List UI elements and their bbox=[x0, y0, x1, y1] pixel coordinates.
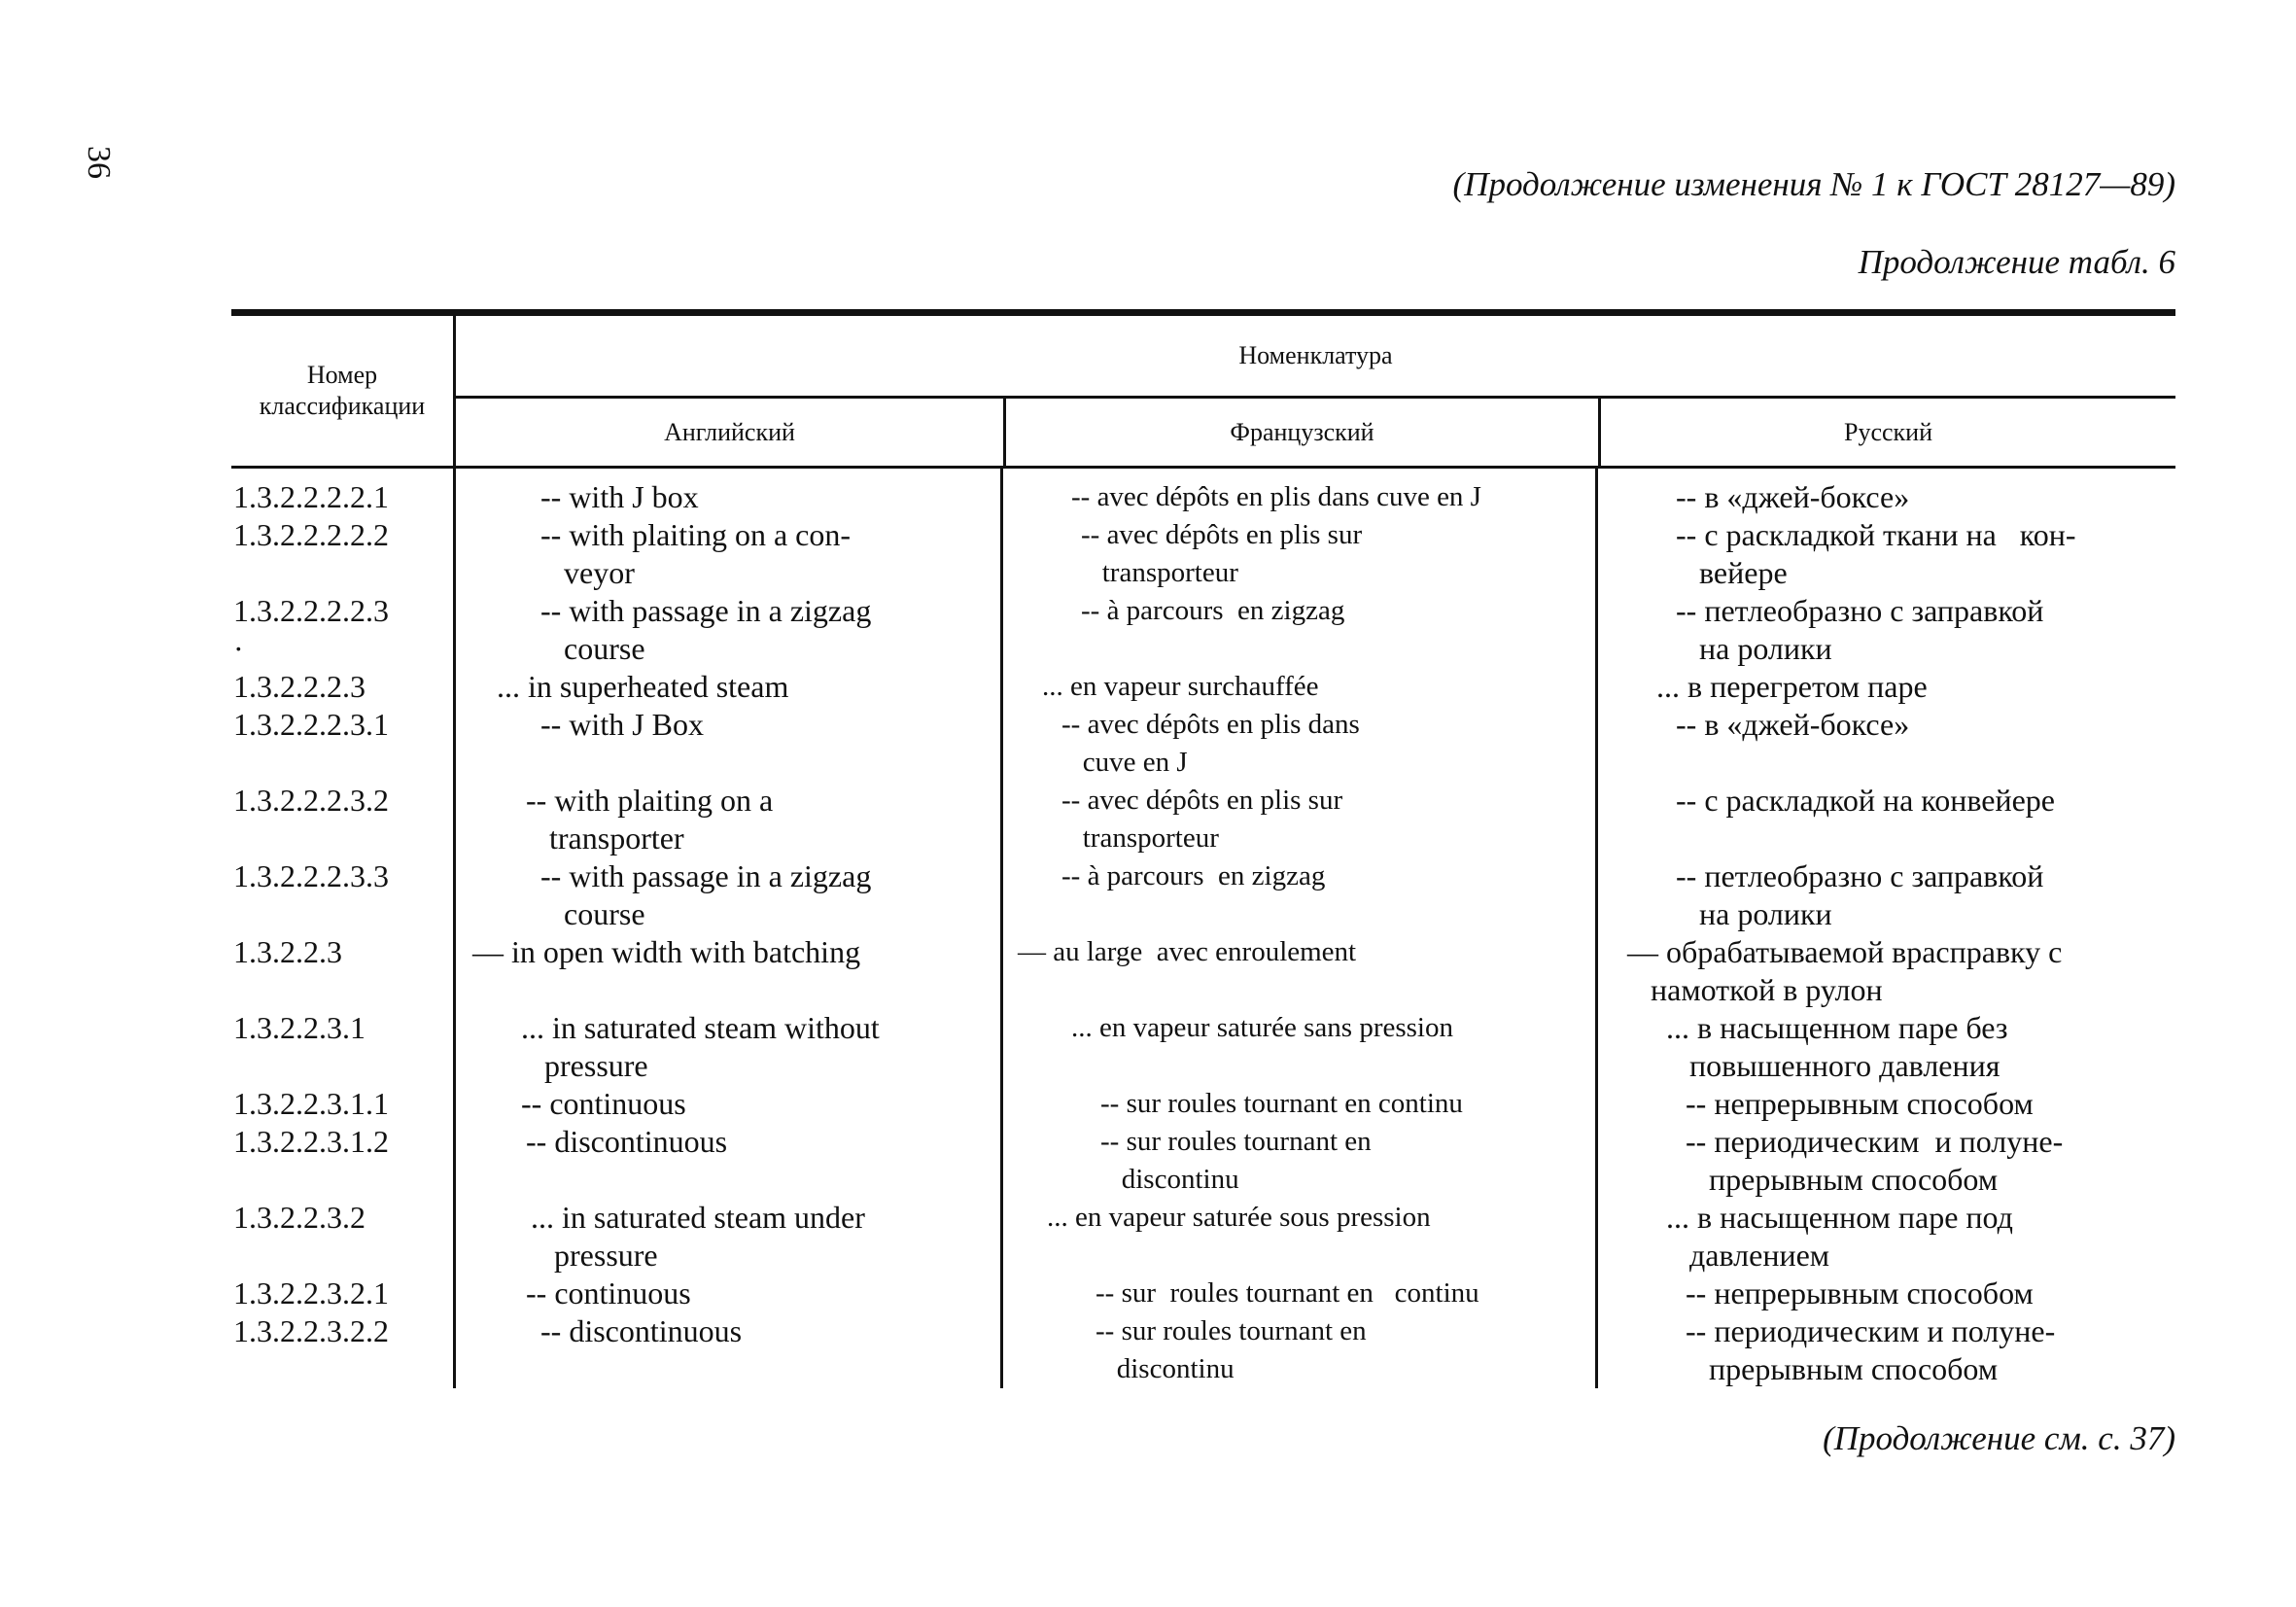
french-term-cell: -- avec dépôts en plis sur transporteur bbox=[1061, 785, 1343, 854]
classification-number-cell: 1.3.2.2.2.3.2 bbox=[233, 783, 389, 818]
russian-term-cell: -- непрерывным способом bbox=[1686, 1275, 2034, 1310]
russian-term-cell: ... в насыщенном паре без повышенного давления bbox=[1666, 1010, 2008, 1083]
french-term-cell: -- sur roules tournant en discontinu bbox=[1096, 1315, 1367, 1384]
classification-number-cell: 1.3.2.2.3.1 bbox=[233, 1010, 365, 1045]
english-term-cell: ... in saturated steam under pressure bbox=[531, 1200, 865, 1273]
classification-number-cell: 1.3.2.2.3.2.1 bbox=[233, 1275, 389, 1310]
table-row bbox=[231, 933, 2175, 1009]
french-term-cell: — au large avec enroulement bbox=[1018, 936, 1357, 967]
french-term-cell: -- sur roules tournant en discontinu bbox=[1100, 1126, 1372, 1195]
table-row bbox=[231, 516, 2175, 592]
classification-number-cell: 1.3.2.2.3 bbox=[233, 934, 342, 969]
russian-term-cell: -- с раскладкой ткани на кон- вейере bbox=[1676, 517, 2076, 590]
russian-term-cell: — обрабатываемой врасправку с намоткой в рулон bbox=[1627, 934, 2063, 1007]
classification-number-cell: 1.3.2.2.3.2.2 bbox=[233, 1313, 389, 1348]
english-term-cell: -- discontinuous bbox=[526, 1124, 728, 1159]
classification-number-cell: 1.3.2.2.2.2.1 bbox=[233, 479, 389, 514]
header-english: Английский bbox=[453, 399, 1003, 466]
french-term-cell: -- avec dépôts en plis dans cuve en J bbox=[1061, 709, 1360, 778]
table-header bbox=[231, 316, 2175, 469]
english-term-cell: — in open width with batching bbox=[472, 934, 861, 969]
table-row bbox=[231, 857, 2175, 933]
table-row bbox=[231, 1123, 2175, 1199]
english-term-cell: ... in saturated steam without pressure bbox=[521, 1010, 880, 1083]
english-term-cell: -- continuous bbox=[521, 1086, 686, 1121]
column-divider bbox=[453, 469, 456, 1388]
continuation-footer: (Продолжение см. с. 37) bbox=[1823, 1419, 2175, 1457]
french-term-cell: ... en vapeur surchauffée bbox=[1042, 671, 1319, 702]
russian-term-cell: -- в «джей-боксе» bbox=[1676, 479, 1910, 514]
english-term-cell: -- discontinuous bbox=[540, 1313, 743, 1348]
classification-number-cell: 1.3.2.2.2.3 bbox=[233, 669, 365, 704]
english-term-cell: ... in superheated steam bbox=[497, 669, 789, 704]
table-row bbox=[231, 1199, 2175, 1275]
continuation-header: (Продолжение изменения № 1 к ГОСТ 28127—89) bbox=[1452, 165, 2175, 203]
russian-term-cell: -- периодическим и полуне- прерывным способом bbox=[1686, 1313, 2056, 1386]
column-divider bbox=[1595, 469, 1598, 1388]
page-number: 36 bbox=[81, 146, 117, 179]
french-term-cell: -- avec dépôts en plis dans cuve en J bbox=[1071, 481, 1481, 512]
english-term-cell: -- with J Box bbox=[540, 707, 704, 742]
french-term-cell: -- avec dépôts en plis sur transporteur bbox=[1081, 519, 1363, 588]
table-row bbox=[231, 1312, 2175, 1388]
table-row bbox=[231, 592, 2175, 668]
russian-term-cell: -- петлеобразно с заправкой на ролики bbox=[1676, 858, 2044, 931]
russian-term-cell: -- в «джей-боксе» bbox=[1676, 707, 1910, 742]
table-continuation-label: Продолжение табл. 6 bbox=[1858, 243, 2175, 281]
russian-term-cell: -- петлеобразно с заправкой на ролики bbox=[1676, 593, 2044, 666]
french-term-cell: -- sur roules tournant en continu bbox=[1096, 1277, 1479, 1309]
header-french: Французский bbox=[1003, 399, 1598, 466]
column-divider bbox=[1000, 469, 1003, 1388]
table-row bbox=[231, 1085, 2175, 1123]
russian-term-cell: ... в насыщенном паре под давлением bbox=[1666, 1200, 2013, 1273]
russian-term-cell: -- периодическим и полуне- прерывным способом bbox=[1686, 1124, 2064, 1197]
french-term-cell: -- à parcours en zigzag bbox=[1061, 860, 1326, 891]
classification-number-cell: 1.3.2.2.2.2.3 · bbox=[233, 593, 389, 666]
english-term-cell: -- continuous bbox=[526, 1275, 691, 1310]
french-term-cell: -- à parcours en zigzag bbox=[1081, 595, 1345, 626]
french-term-cell: -- sur roules tournant en continu bbox=[1100, 1088, 1463, 1119]
classification-number-cell: 1.3.2.2.3.1.1 bbox=[233, 1086, 389, 1121]
table-row bbox=[231, 1275, 2175, 1312]
table-row bbox=[231, 782, 2175, 857]
classification-table bbox=[231, 309, 2175, 1388]
english-term-cell: -- with passage in a zigzag course bbox=[540, 858, 872, 931]
table-top-rule bbox=[231, 309, 2175, 316]
classification-number-cell: 1.3.2.2.2.2.2 bbox=[233, 517, 389, 552]
table-row bbox=[231, 478, 2175, 516]
classification-number-cell: 1.3.2.2.2.3.1 bbox=[233, 707, 389, 742]
header-russian: Русский bbox=[1598, 399, 2175, 466]
classification-number-cell: 1.3.2.2.2.3.3 bbox=[233, 858, 389, 893]
table-body bbox=[231, 469, 2175, 1388]
french-term-cell: ... en vapeur saturée sous pression bbox=[1047, 1202, 1431, 1233]
english-term-cell: -- with J box bbox=[540, 479, 699, 514]
header-classification-number: Номер классификации bbox=[259, 361, 426, 420]
english-term-cell: -- with plaiting on a transporter bbox=[526, 783, 774, 856]
classification-number-cell: 1.3.2.2.3.1.2 bbox=[233, 1124, 389, 1159]
table-row bbox=[231, 668, 2175, 706]
table-row bbox=[231, 706, 2175, 782]
english-term-cell: -- with plaiting on a con- veyor bbox=[540, 517, 852, 590]
table-row bbox=[231, 1009, 2175, 1085]
classification-number-cell: 1.3.2.2.3.2 bbox=[233, 1200, 365, 1235]
french-term-cell: ... en vapeur saturée sans pression bbox=[1071, 1012, 1453, 1043]
russian-term-cell: -- непрерывным способом bbox=[1686, 1086, 2034, 1121]
russian-term-cell: -- с раскладкой на конвейере bbox=[1676, 783, 2055, 818]
english-term-cell: -- with passage in a zigzag course bbox=[540, 593, 872, 666]
russian-term-cell: ... в перегретом паре bbox=[1656, 669, 1928, 704]
header-nomenclature: Номенклатура bbox=[453, 316, 2175, 399]
